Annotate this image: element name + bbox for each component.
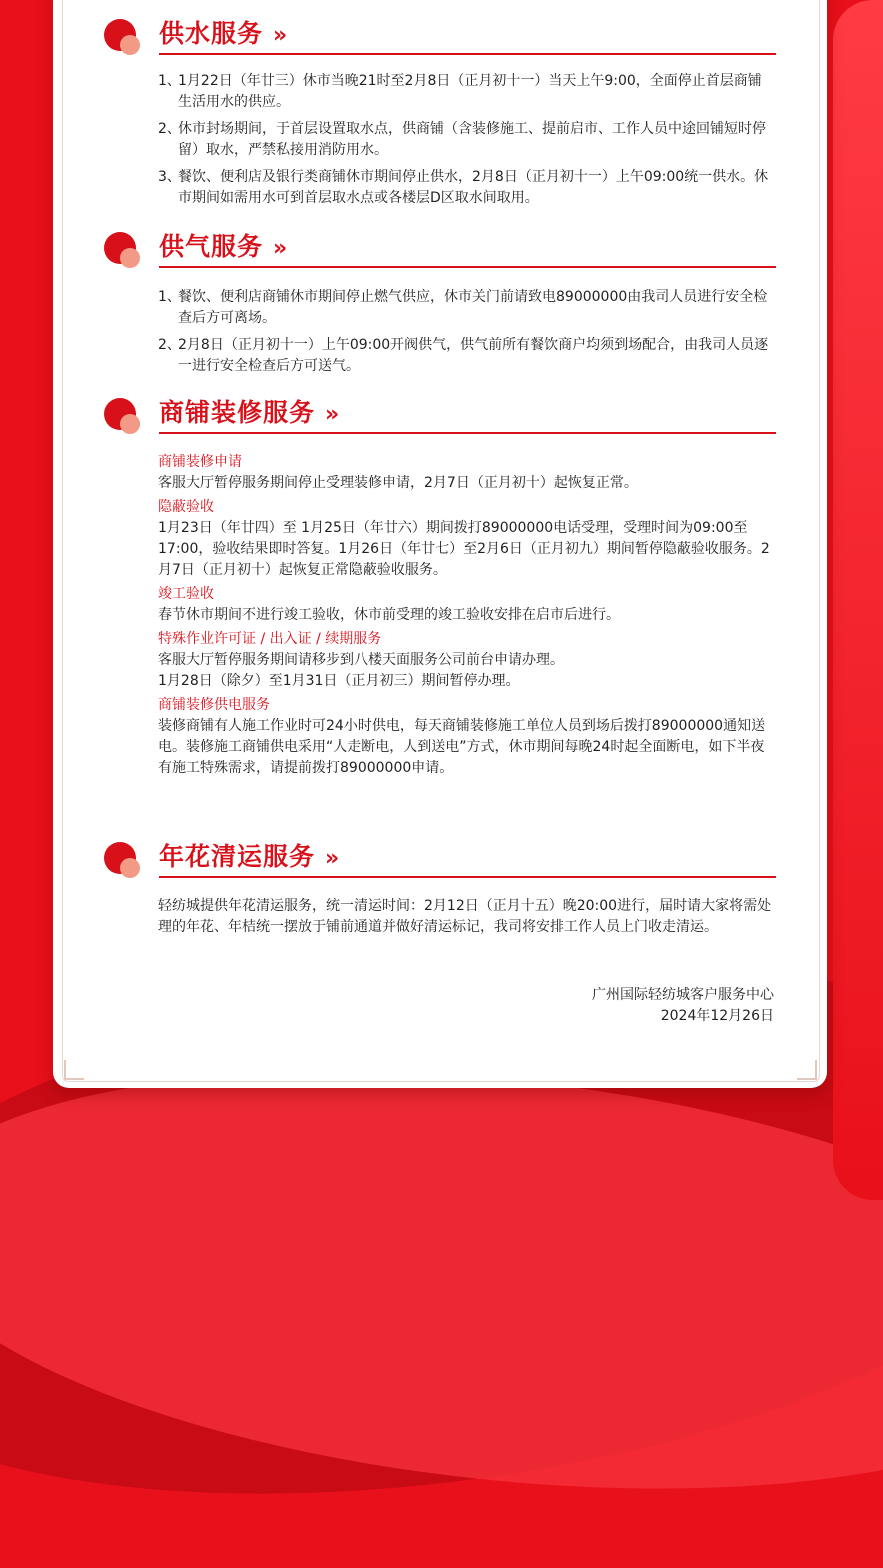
section-body-water xyxy=(158,71,774,215)
section-header-flower-removal xyxy=(104,840,774,880)
frame-corner-ornament xyxy=(64,1060,84,1080)
subsection-text: 客服大厅暂停服务期间请移步到八楼天面服务公司前台申请办理。 xyxy=(158,652,564,668)
double-chevron-icon: » xyxy=(273,236,289,261)
section-title: 商铺装修服务 » xyxy=(159,398,341,427)
section-title: 供水服务 » xyxy=(159,19,289,48)
section-header-gas xyxy=(104,230,774,270)
subsection-text: 1月28日（除夕）至1月31日（正月初三）期间暂停办理。 xyxy=(158,673,520,689)
section-bullet-accent-icon xyxy=(120,858,140,878)
subsection-text: 客服大厅暂停服务期间停止受理装修申请，2月7日（正月初十）起恢复正常。 xyxy=(158,475,638,491)
subsection-text: 装修商铺有人施工作业时可24小时供电，每天商铺装修施工单位人员到场后拨打89000000通知送电。装修施工商铺供电采用“人走断电，人到送电”方式，休市期间每晚24时起全面断电，如下半夜有施工特殊需求，请提前拨打89000000申请。 xyxy=(158,718,766,776)
section-header-water xyxy=(104,17,774,57)
section-title: 供气服务 » xyxy=(159,232,289,261)
section-divider xyxy=(159,266,776,268)
subsection-title: 商铺装修供电服务 xyxy=(158,697,270,713)
double-chevron-icon: » xyxy=(273,23,289,48)
double-chevron-icon: » xyxy=(325,846,341,871)
section-title: 年花清运服务 » xyxy=(159,842,341,871)
paragraph: 轻纺城提供年花清运服务，统一清运时间：2月12日（正月十五）晚20:00进行，届时请大家将需处理的年花、年桔统一摆放于铺前通道并做好清运标记，我司将安排工作人员上门收走清运。 xyxy=(158,898,772,935)
list-item: 2、 2月8日（正月初十一）上午09:00开阀供气，供气前所有餐饮商户均须到场配合，由我司人员逐一进行安全检查后方可送气。 xyxy=(158,337,769,374)
list-item: 2、 休市封场期间，于首层设置取水点，供商铺（含装修施工、提前启市、工作人员中途回铺短时停留）取水，严禁私接用消防用水。 xyxy=(158,121,766,158)
section-body-gas xyxy=(158,287,774,383)
section-header-renovation xyxy=(104,396,774,436)
signature-org: 广州国际轻纺城客户服务中心 xyxy=(592,987,774,1003)
section-divider xyxy=(159,432,776,434)
signature-date: 2024年12月26日 xyxy=(660,1008,774,1024)
subsection-title: 隐蔽验收 xyxy=(158,499,214,515)
list-item: 3、 餐饮、便利店及银行类商铺休市期间停止供水，2月8日（正月初十一）上午09:00统一供水。休市期间如需用水可到首层取水点或各楼层D区取水间取用。 xyxy=(158,169,769,206)
section-bullet-accent-icon xyxy=(120,414,140,434)
subsection-title: 竣工验收 xyxy=(158,586,214,602)
section-divider xyxy=(159,53,776,55)
section-body-renovation xyxy=(158,449,774,782)
subsection-text: 春节休市期间不进行竣工验收，休市前受理的竣工验收安排在启市后进行。 xyxy=(158,607,620,623)
list-item: 1、 餐饮、便利店商铺休市期间停止燃气供应，休市关门前请致电89000000由我司人员进行安全检查后方可离场。 xyxy=(158,289,768,326)
background-ribbon xyxy=(833,0,883,1200)
subsection-title: 特殊作业许可证 / 出入证 / 续期服务 xyxy=(158,631,382,647)
section-divider xyxy=(159,876,776,878)
section-body-flower-removal xyxy=(158,896,774,938)
frame-corner-ornament xyxy=(797,1060,817,1080)
subsection-text: 1月23日（年廿四）至 1月25日（年廿六）期间拨打89000000电话受理，受理时间为09:00至17:00，验收结果即时答复。1月26日（年廿七）至2月6日（正月初九）期间暂停隐蔽验收服务。2月7日（正月初十）起恢复正常隐蔽验收服务。 xyxy=(158,520,770,578)
double-chevron-icon: » xyxy=(325,402,341,427)
section-bullet-accent-icon xyxy=(120,248,140,268)
section-bullet-accent-icon xyxy=(120,35,140,55)
list-item: 1、 1月22日（年廿三）休市当晚21时至2月8日（正月初十一）当天上午9:00，全面停止首层商铺生活用水的供应。 xyxy=(158,73,762,110)
subsection-title: 商铺装修申请 xyxy=(158,454,242,470)
